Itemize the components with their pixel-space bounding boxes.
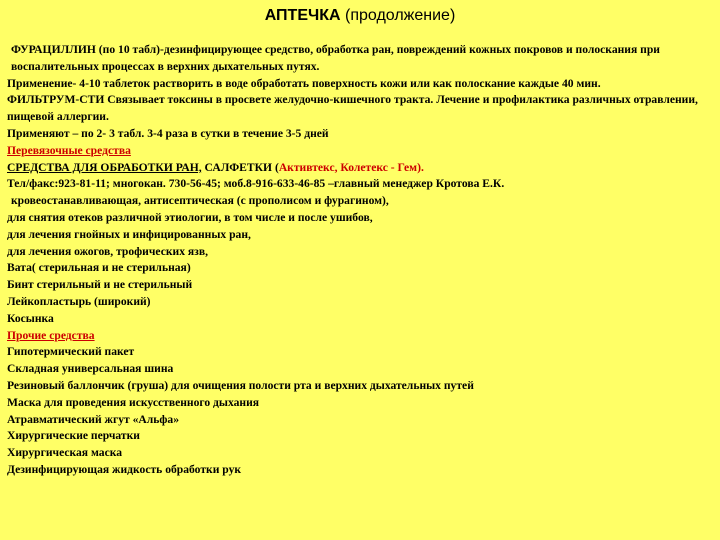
dressings-heading: Перевязочные средства [7,143,131,157]
wound-products: СРЕДСТВА ДЛЯ ОБРАБОТКИ РАН, [7,160,202,174]
gloves: Хирургические перчатки [7,429,140,443]
hemostatic: кровеостанавливающая, антисептическая (с прополисом и фурагином), [11,194,389,208]
contacts: Тел/факс:923-81-11; многокан. 730-56-45; моб.8-916-633-46-85 –главный менеджер Кротова Е.К. [7,177,505,191]
slide-title [0,7,720,25]
title-main: АПТЕЧКА [264,7,341,24]
bulb: Резиновый баллончик (груша) для очищения полости рта и верхних дыхательных путей [7,378,474,392]
furacilin-name: ФУРАЦИЛЛИН [11,43,96,56]
disinfectant: Дезинфицирующая жидкость обработки рук [7,462,242,476]
splint: Складная универсальная шина [7,362,174,376]
slide-body [7,42,711,479]
mask-resp: Маска для проведения искусственного дыхания [7,395,260,409]
thermal-pack: Гипотермический пакет [7,345,135,359]
tourniquet: Атравматический жгут «Альфа» [7,412,180,426]
filtrum-desc: Связывает токсины в просвете желудочно-кишечного тракта. Лечение и профилактика различных отравлении, пищевой аллергии. [7,93,698,124]
filtrum-paragraph [7,92,711,126]
filtrum-name: ФИЛЬТРУМ-СТИ [7,93,105,107]
furacilin-use: Применение- 4-10 таблеток растворить в воде обработать поверхность кожи или как полоскание каждые 40 мин. [7,76,601,90]
napkins-prefix: САЛФЕТКИ ( [201,160,279,174]
title-sub: (продолжение) [345,7,456,24]
kerchief: Косынка [7,311,54,325]
for-wounds: для лечения гнойных и инфицированных ран, [7,227,251,241]
plaster: Лейкопластырь (широкий) [7,294,151,308]
furacilin-desc: (по 10 табл)-дезинфицирующее средство, обработка ран, повреждений кожных покровов и полоскания при воспалительных процессах в верхних дыхательных путях. [11,43,660,73]
surg-mask: Хирургическая маска [7,446,123,460]
for-burns: для лечения ожогов, трофических язв, [7,244,208,258]
furacilin-paragraph [7,42,711,76]
other-heading: Прочие средства [7,328,95,342]
wound-products-line [7,160,711,177]
filtrum-use: Применяют – по 2- 3 табл. 3-4 раза в сутки в течение 3-5 дней [7,126,329,140]
bandage: Бинт стерильный и не стерильный [7,278,193,292]
cotton: Вата( стерильная и не стерильная) [7,261,191,275]
napkins-brands: Активтекс, Колетекс - Гем). [278,160,424,174]
for-cuts: для снятия отеков различной этиологии, в том числе и после ушибов, [7,210,373,224]
